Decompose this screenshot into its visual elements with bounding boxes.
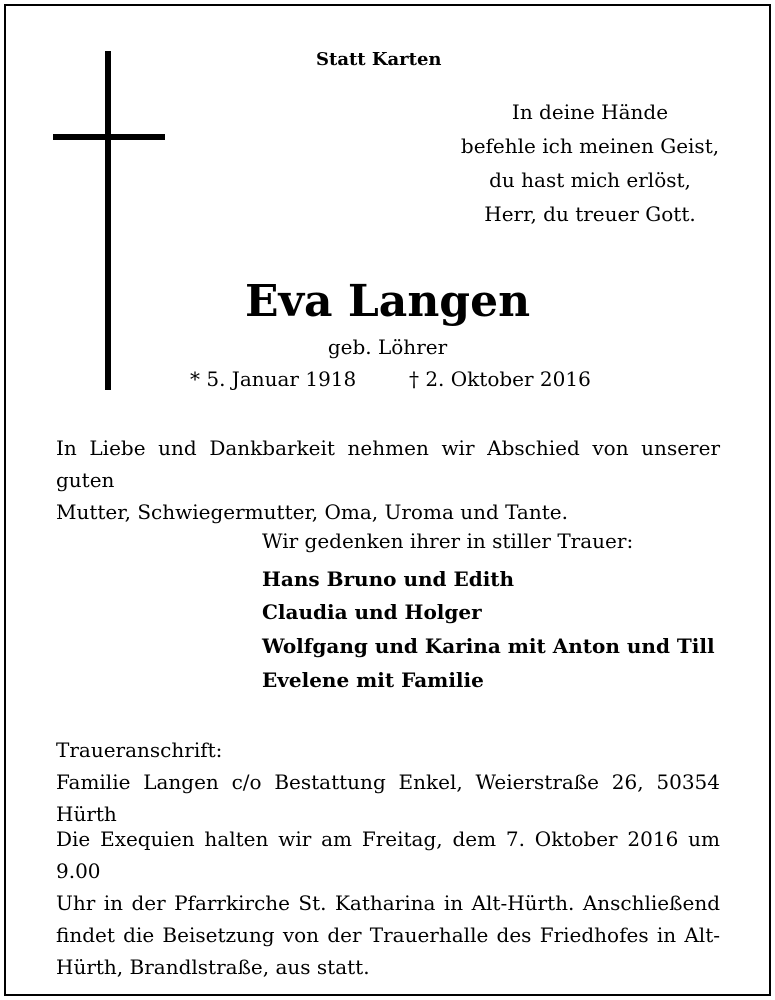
- service-line: Die Exequien halten wir am Freitag, dem 7. Oktober 2016 um 9.00: [56, 827, 720, 883]
- death-date: † 2. Oktober 2016: [408, 367, 591, 391]
- service-line: Uhr in der Pfarrkirche St. Katharina in Alt-Hürth. Anschließend: [56, 891, 720, 915]
- verse-line: du hast mich erlöst,: [489, 168, 691, 192]
- service-line: Hürth, Brandlstraße, aus statt.: [56, 955, 370, 979]
- address-text: Familie Langen c/o Bestattung Enkel, Weierstraße 26, 50354 Hürth: [56, 770, 720, 826]
- farewell-text: [56, 432, 720, 528]
- life-dates: [190, 367, 591, 391]
- verse-line: befehle ich meinen Geist,: [460, 134, 720, 158]
- mourner-name: Evelene mit Familie: [262, 668, 484, 692]
- address-label: Traueranschrift:: [56, 738, 223, 762]
- cross-horizontal-bar: [53, 134, 165, 140]
- farewell-line: In Liebe und Dankbarkeit nehmen wir Abschied von unserer guten: [56, 436, 720, 492]
- mourner-name: Hans Bruno und Edith: [262, 567, 515, 591]
- birth-name: geb. Löhrer: [327, 335, 448, 359]
- deceased-name: Eva Langen: [244, 276, 531, 327]
- bible-verse: [440, 95, 740, 231]
- service-details: [56, 823, 720, 983]
- mourning-intro: Wir gedenken ihrer in stiller Trauer:: [262, 529, 634, 553]
- cross-vertical-bar: [105, 51, 111, 390]
- farewell-line: Mutter, Schwiegermutter, Oma, Uroma und Tante.: [56, 500, 568, 524]
- mourner-name: Claudia und Holger: [262, 600, 482, 624]
- service-line: findet die Beisetzung von der Trauerhalle des Friedhofes in Alt-: [56, 923, 720, 947]
- mourning-address: [56, 734, 720, 830]
- verse-line: Herr, du treuer Gott.: [484, 202, 696, 226]
- mourner-name: Wolfgang und Karina mit Anton und Till: [262, 634, 715, 658]
- notice-heading: Statt Karten: [316, 49, 442, 70]
- birth-date: * 5. Januar 1918: [190, 367, 357, 391]
- verse-line: In deine Hände: [511, 100, 669, 124]
